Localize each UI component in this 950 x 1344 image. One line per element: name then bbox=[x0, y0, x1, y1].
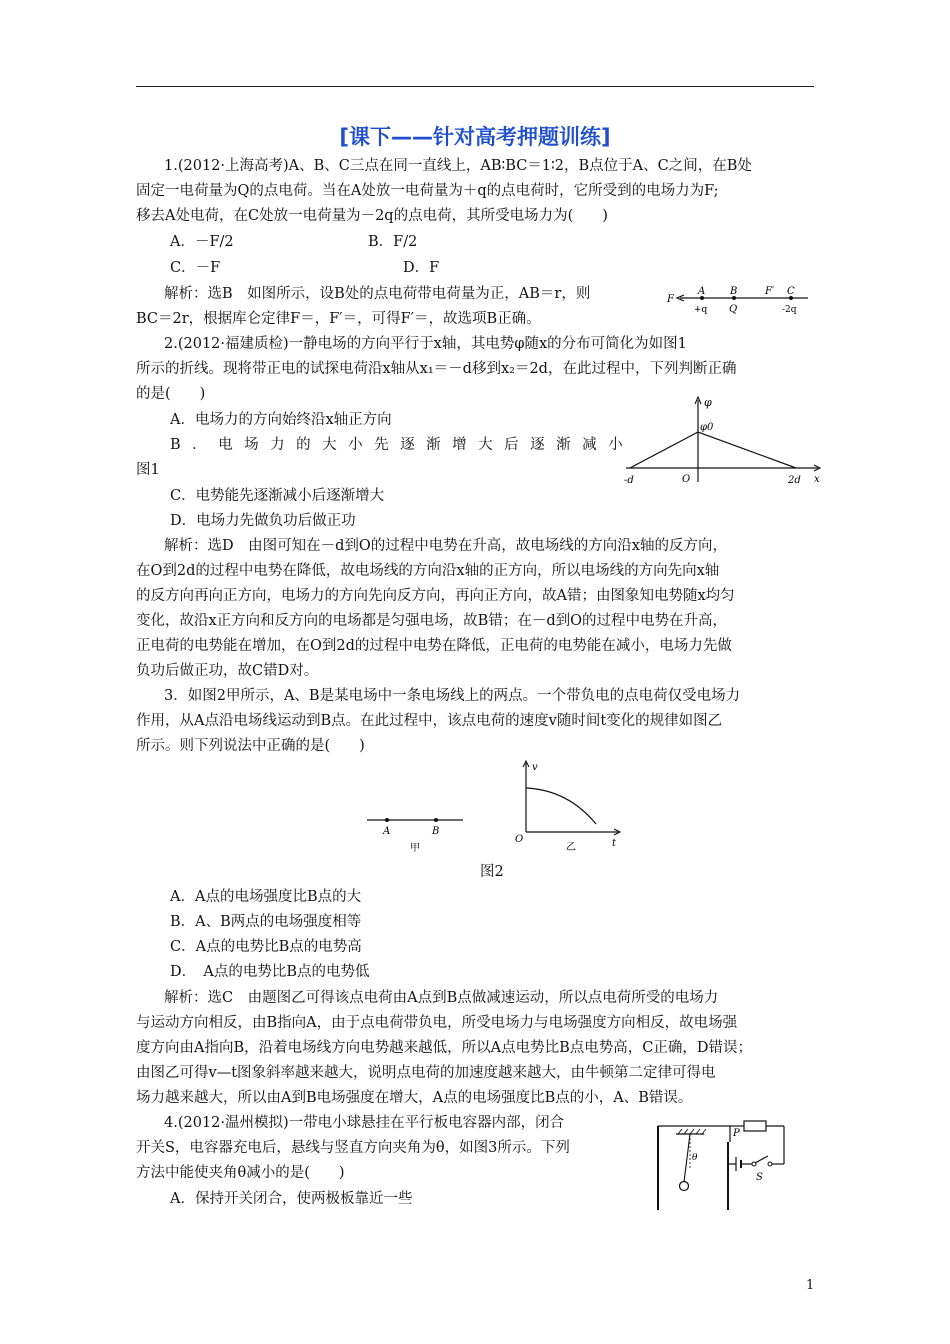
q3-option-b: B．A、B两点的电场强度相等 bbox=[170, 914, 362, 930]
q3-option-c: C．A点的电势比B点的电势高 bbox=[170, 939, 362, 955]
q1-option-a: A．－F/2 bbox=[170, 234, 234, 250]
q1-option-b: B．F/2 bbox=[368, 234, 418, 250]
fig1-label: O bbox=[682, 474, 691, 485]
fig2-yi-caption: 乙 bbox=[566, 842, 576, 852]
fig-q1-label: B bbox=[730, 286, 738, 297]
q1-option-d: D．F bbox=[403, 260, 440, 276]
fig1-potential-graph bbox=[620, 394, 825, 486]
q2-option-a: A．电场力的方向始终沿x轴正方向 bbox=[170, 412, 392, 428]
fig3-capacitor-circuit bbox=[652, 1112, 804, 1216]
fig1-label: φ0 bbox=[700, 422, 714, 433]
q3-solution: 度方向由A指向B，沿着电场线方向电势越来越低，所以A点电势比B点电势高，C正确，D错误； bbox=[136, 1040, 752, 1056]
fig2-yi-velocity-graph bbox=[508, 758, 624, 852]
q2-line: 所示的折线。现将带正电的试探电荷沿x轴从x₁＝－d移到x₂＝2d，在此过程中，下列判断正确 bbox=[136, 361, 737, 377]
q2-line: 2.(2012·福建质检)一静电场的方向平行于x轴，其电势φ随x的分布可简化为如图1 bbox=[164, 336, 687, 352]
q2-solution: 在O到2d的过程中电势在降低，故电场线的方向沿x轴的正方向，所以电场线的方向先向x轴 bbox=[136, 563, 720, 579]
q1-solution: BC＝2r，根据库仑定律F＝，F′＝，可得F′＝，故选项B正确。 bbox=[136, 311, 541, 327]
q3-solution: 与运动方向相反，由B指向A，由于点电荷带负电，所受电场力与电场强度方向相反，故电场强 bbox=[136, 1015, 738, 1031]
q3-solution: 场力越来越大，所以由A到B电场强度在增大，A点的电场强度比B点的小，A、B错误。 bbox=[136, 1090, 693, 1106]
q3-solution: 解析：选C 由题图乙可得该点电荷由A点到B点做减速运动，所以点电荷所受的电场力 bbox=[164, 990, 719, 1006]
q2-line: 的是( ) bbox=[136, 386, 206, 402]
fig1-label: 2d bbox=[788, 475, 801, 486]
fig3-label: P bbox=[733, 1128, 740, 1139]
fig-q1-label: +q bbox=[694, 305, 708, 315]
header-rule bbox=[136, 86, 814, 87]
q2-solution: 变化，故沿x正方向和反方向的电场都是匀强电场，故B错；在－d到O的过程中电势在升高， bbox=[136, 613, 727, 629]
q1-solution: 解析：选B 如图所示，设B处的点电荷带电荷量为正，AB＝r，则 bbox=[164, 286, 591, 302]
q2-solution: 解析：选D 由图可知在－d到O的过程中电势在升高，故电场线的方向沿x轴的反方向， bbox=[164, 538, 727, 554]
fig2-jia-label: A bbox=[383, 826, 391, 837]
fig-q1-label: A bbox=[698, 286, 706, 297]
q4-line: 方法中能使夹角θ减小的是( ) bbox=[136, 1165, 345, 1181]
q1-line: 固定一电荷量为Q的点电荷。当在A处放一电荷量为＋q的点电荷时，它所受到的电场力为F; bbox=[136, 183, 719, 199]
q3-line: 所示。则下列说法中正确的是( ) bbox=[136, 738, 365, 754]
q4-option-a: A．保持开关闭合，使两极板靠近一些 bbox=[170, 1191, 413, 1207]
fig-q1-label: Q bbox=[729, 304, 738, 315]
fig1-label: φ bbox=[704, 396, 712, 409]
q4-line: 开关S，电容器充电后，悬线与竖直方向夹角为θ，如图3所示。下列 bbox=[136, 1140, 570, 1156]
q1-line: 1.(2012·上海高考)A、B、C三点在同一直线上，AB∶BC＝1∶2，B点位于A、C之间，在B处 bbox=[164, 158, 752, 174]
fig2-yi-label: v bbox=[532, 762, 538, 773]
figure-caption: 图2 bbox=[480, 864, 504, 880]
q3-option-a: A．A点的电场强度比B点的大 bbox=[170, 889, 362, 905]
q2-option-c: C．电势能先逐渐减小后逐渐增大 bbox=[170, 488, 385, 504]
fig2-yi-label: O bbox=[515, 834, 524, 845]
fig2-jia-caption: 甲 bbox=[410, 843, 420, 854]
fig-q1-label: C bbox=[787, 286, 795, 297]
q3-line: 3．如图2甲所示，A、B是某电场中一条电场线上的两点。一个带负电的点电荷仅受电场力 bbox=[164, 688, 741, 704]
q1-line: 移去A处电荷，在C处放一电荷量为－2q的点电荷，其所受电场力为( ) bbox=[136, 208, 608, 224]
fig1-label: x bbox=[814, 474, 820, 485]
q3-line: 作用，从A点沿电场线运动到B点。在此过程中，该点电荷的速度v随时间t变化的规律如图乙 bbox=[136, 713, 723, 729]
fig2-jia-field-line bbox=[365, 808, 465, 854]
fig1-label: -d bbox=[624, 475, 634, 486]
q2-option-b: B．电场力的大小先逐渐增大后逐渐减小 bbox=[170, 437, 635, 453]
fig-q1-label: F′ bbox=[765, 286, 775, 297]
fig2-yi-label: t bbox=[612, 838, 617, 849]
q2-solution: 正电荷的电势能在增加，在O到2d的过程中电势在降低，正电荷的电势能在减小，电场力先做 bbox=[136, 638, 732, 654]
fig-q1-label: -2q bbox=[782, 305, 797, 315]
q3-option-d: D． A点的电势比B点的电势低 bbox=[170, 964, 370, 980]
q2-solution: 负功后做正功，故C错D对。 bbox=[136, 663, 319, 679]
fig-q1-label: F bbox=[667, 294, 674, 305]
fig3-label: S bbox=[756, 1172, 763, 1183]
page-number: 1 bbox=[806, 1278, 815, 1293]
q1-option-c: C．－F bbox=[170, 260, 221, 276]
q3-solution: 由图乙可得v—t图象斜率越来越大，说明点电荷的加速度越来越大，由牛顿第二定律可得电 bbox=[136, 1065, 716, 1081]
q2-solution: 的反方向再向正方向，电场力的方向先向反方向，再向正方向，故A错；由图象知电势随x均匀 bbox=[136, 588, 735, 604]
figure-caption: 图1 bbox=[136, 462, 160, 478]
fig3-label: θ bbox=[692, 1153, 698, 1163]
page-title: [课下——针对高考押题训练] bbox=[339, 125, 611, 149]
q4-line: 4.(2012·温州模拟)一带电小球悬挂在平行板电容器内部，闭合 bbox=[164, 1115, 565, 1131]
q2-option-d: D．电场力先做负功后做正功 bbox=[170, 513, 356, 529]
q1-line-charge-figure bbox=[660, 282, 815, 322]
fig2-jia-label: B bbox=[432, 826, 440, 837]
